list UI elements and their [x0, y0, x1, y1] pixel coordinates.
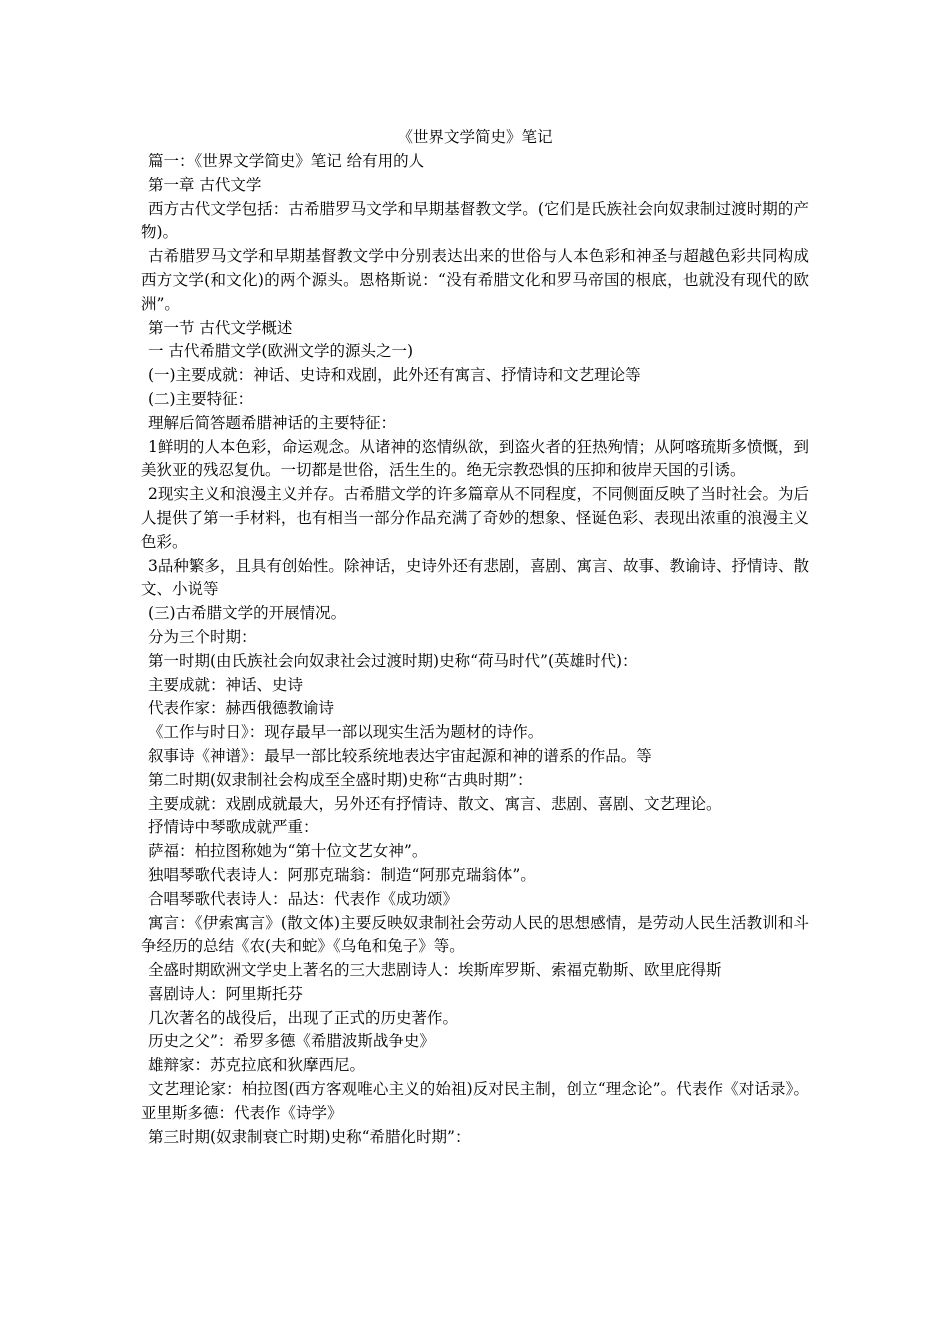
- paragraph: 第三时期(奴隶制衰亡时期)史称“希腊化时期”：: [148, 1127, 471, 1146]
- paragraph: (二)主要特征：: [148, 389, 254, 408]
- section-heading: 第一节 古代文学概述: [148, 318, 293, 337]
- paragraph: 合唱琴歌代表诗人：品达：代表作《成功颂》: [148, 889, 459, 908]
- paragraph: 历史之父”：希罗多德《希腊波斯战争史》: [148, 1032, 435, 1051]
- paragraph: 萨福：柏拉图称她为“第十位文艺女神”。: [148, 842, 428, 861]
- paragraph: 几次著名的战役后，出现了正式的历史著作。: [148, 1008, 459, 1027]
- paragraph: 全盛时期欧洲文学史上著名的三大悲剧诗人：埃斯库罗斯、索福克勒斯、欧里庇得斯: [148, 961, 722, 980]
- paragraph: 喜剧诗人：阿里斯托芬: [148, 984, 304, 1003]
- paragraph: 寓言：《伊索寓言》(散文体)主要反映奴隶制社会劳动人民的思想感情，是劳动人民生活教训和斗争经历的总结《农(夫和蛇》《乌龟和兔子》等。: [141, 913, 809, 956]
- paragraph: 主要成就：神话、史诗: [148, 675, 304, 694]
- document-body: [141, 150, 809, 1149]
- paragraph: 第二时期(奴隶制社会构成至全盛时期)史称“古典时期”：: [148, 770, 533, 789]
- paragraph: 篇一：《世界文学简史》笔记 给有用的人: [148, 152, 425, 170]
- paragraph: 《工作与时日》：现存最早一部以现实生活为题材的诗作。: [148, 723, 544, 742]
- subsection-heading: 一 古代希腊文学(欧洲文学的源头之一): [148, 342, 414, 361]
- paragraph: 理解后简答题希腊神话的主要特征：: [148, 413, 397, 432]
- paragraph: (一)主要成就：神话、史诗和戏剧，此外还有寓言、抒情诗和文艺理论等: [148, 366, 641, 385]
- paragraph: 分为三个时期：: [148, 627, 257, 646]
- document-title: 《世界文学简史》笔记: [397, 128, 553, 146]
- paragraph: 3品种繁多，且具有创始性。除神话，史诗外还有悲剧，喜剧、寓言、故事、教谕诗、抒情诗、散文、小说等: [141, 556, 809, 599]
- paragraph: 文艺理论家：柏拉图(西方客观唯心主义的始祖)反对民主制，创立“理念论”。代表作《对话录》。 亚里斯多德：代表作《诗学》: [141, 1080, 809, 1122]
- paragraph: 叙事诗《神谱》：最早一部比较系统地表达宇宙起源和神的谱系的作品。等: [148, 746, 652, 765]
- paragraph: 2现实主义和浪漫主义并存。古希腊文学的许多篇章从不同程度，不同侧面反映了当时社会。为后人提供了第一手材料，也有相当一部分作品充满了奇妙的想象、怪诞色彩、表现出浓重的浪漫主义色彩。: [141, 485, 809, 551]
- paragraph: (三)古希腊文学的开展情况。: [148, 604, 347, 623]
- chapter-heading: 第一章 古代文学: [148, 175, 262, 194]
- paragraph: 1鲜明的人本色彩，命运观念。从诸神的恣情纵欲，到盗火者的狂热殉情；从阿喀琉斯多愤慨，到美狄亚的残忍复仇。一切都是世俗，活生生的。绝无宗教恐惧的压抑和彼岸天国的引诱。: [141, 437, 809, 480]
- paragraph: 抒情诗中琴歌成就严重：: [148, 818, 319, 837]
- paragraph: 雄辩家：苏克拉底和狄摩西尼。: [148, 1056, 366, 1075]
- paragraph: 西方古代文学包括：古希腊罗马文学和早期基督教文学。(它们是氏族社会向奴隶制过渡时期的产物)。: [141, 199, 809, 242]
- paragraph: 独唱琴歌代表诗人：阿那克瑞翁：制造“阿那克瑞翁体”。: [148, 865, 536, 884]
- paragraph: 代表作家：赫西俄德教谕诗: [148, 699, 335, 718]
- paragraph: 第一时期(由氏族社会向奴隶社会过渡时期)史称“荷马时代”(英雄时代)：: [148, 651, 638, 670]
- paragraph: 主要成就：戏剧成就最大，另外还有抒情诗、散文、寓言、悲剧、喜剧、文艺理论。: [148, 794, 722, 813]
- paragraph: 古希腊罗马文学和早期基督教文学中分别表达出来的世俗与人本色彩和神圣与超越色彩共同构成西方文学(和文化)的两个源头。恩格斯说：“没有希腊文化和罗马帝国的根底，也就没有现代的欧洲”。: [141, 247, 809, 313]
